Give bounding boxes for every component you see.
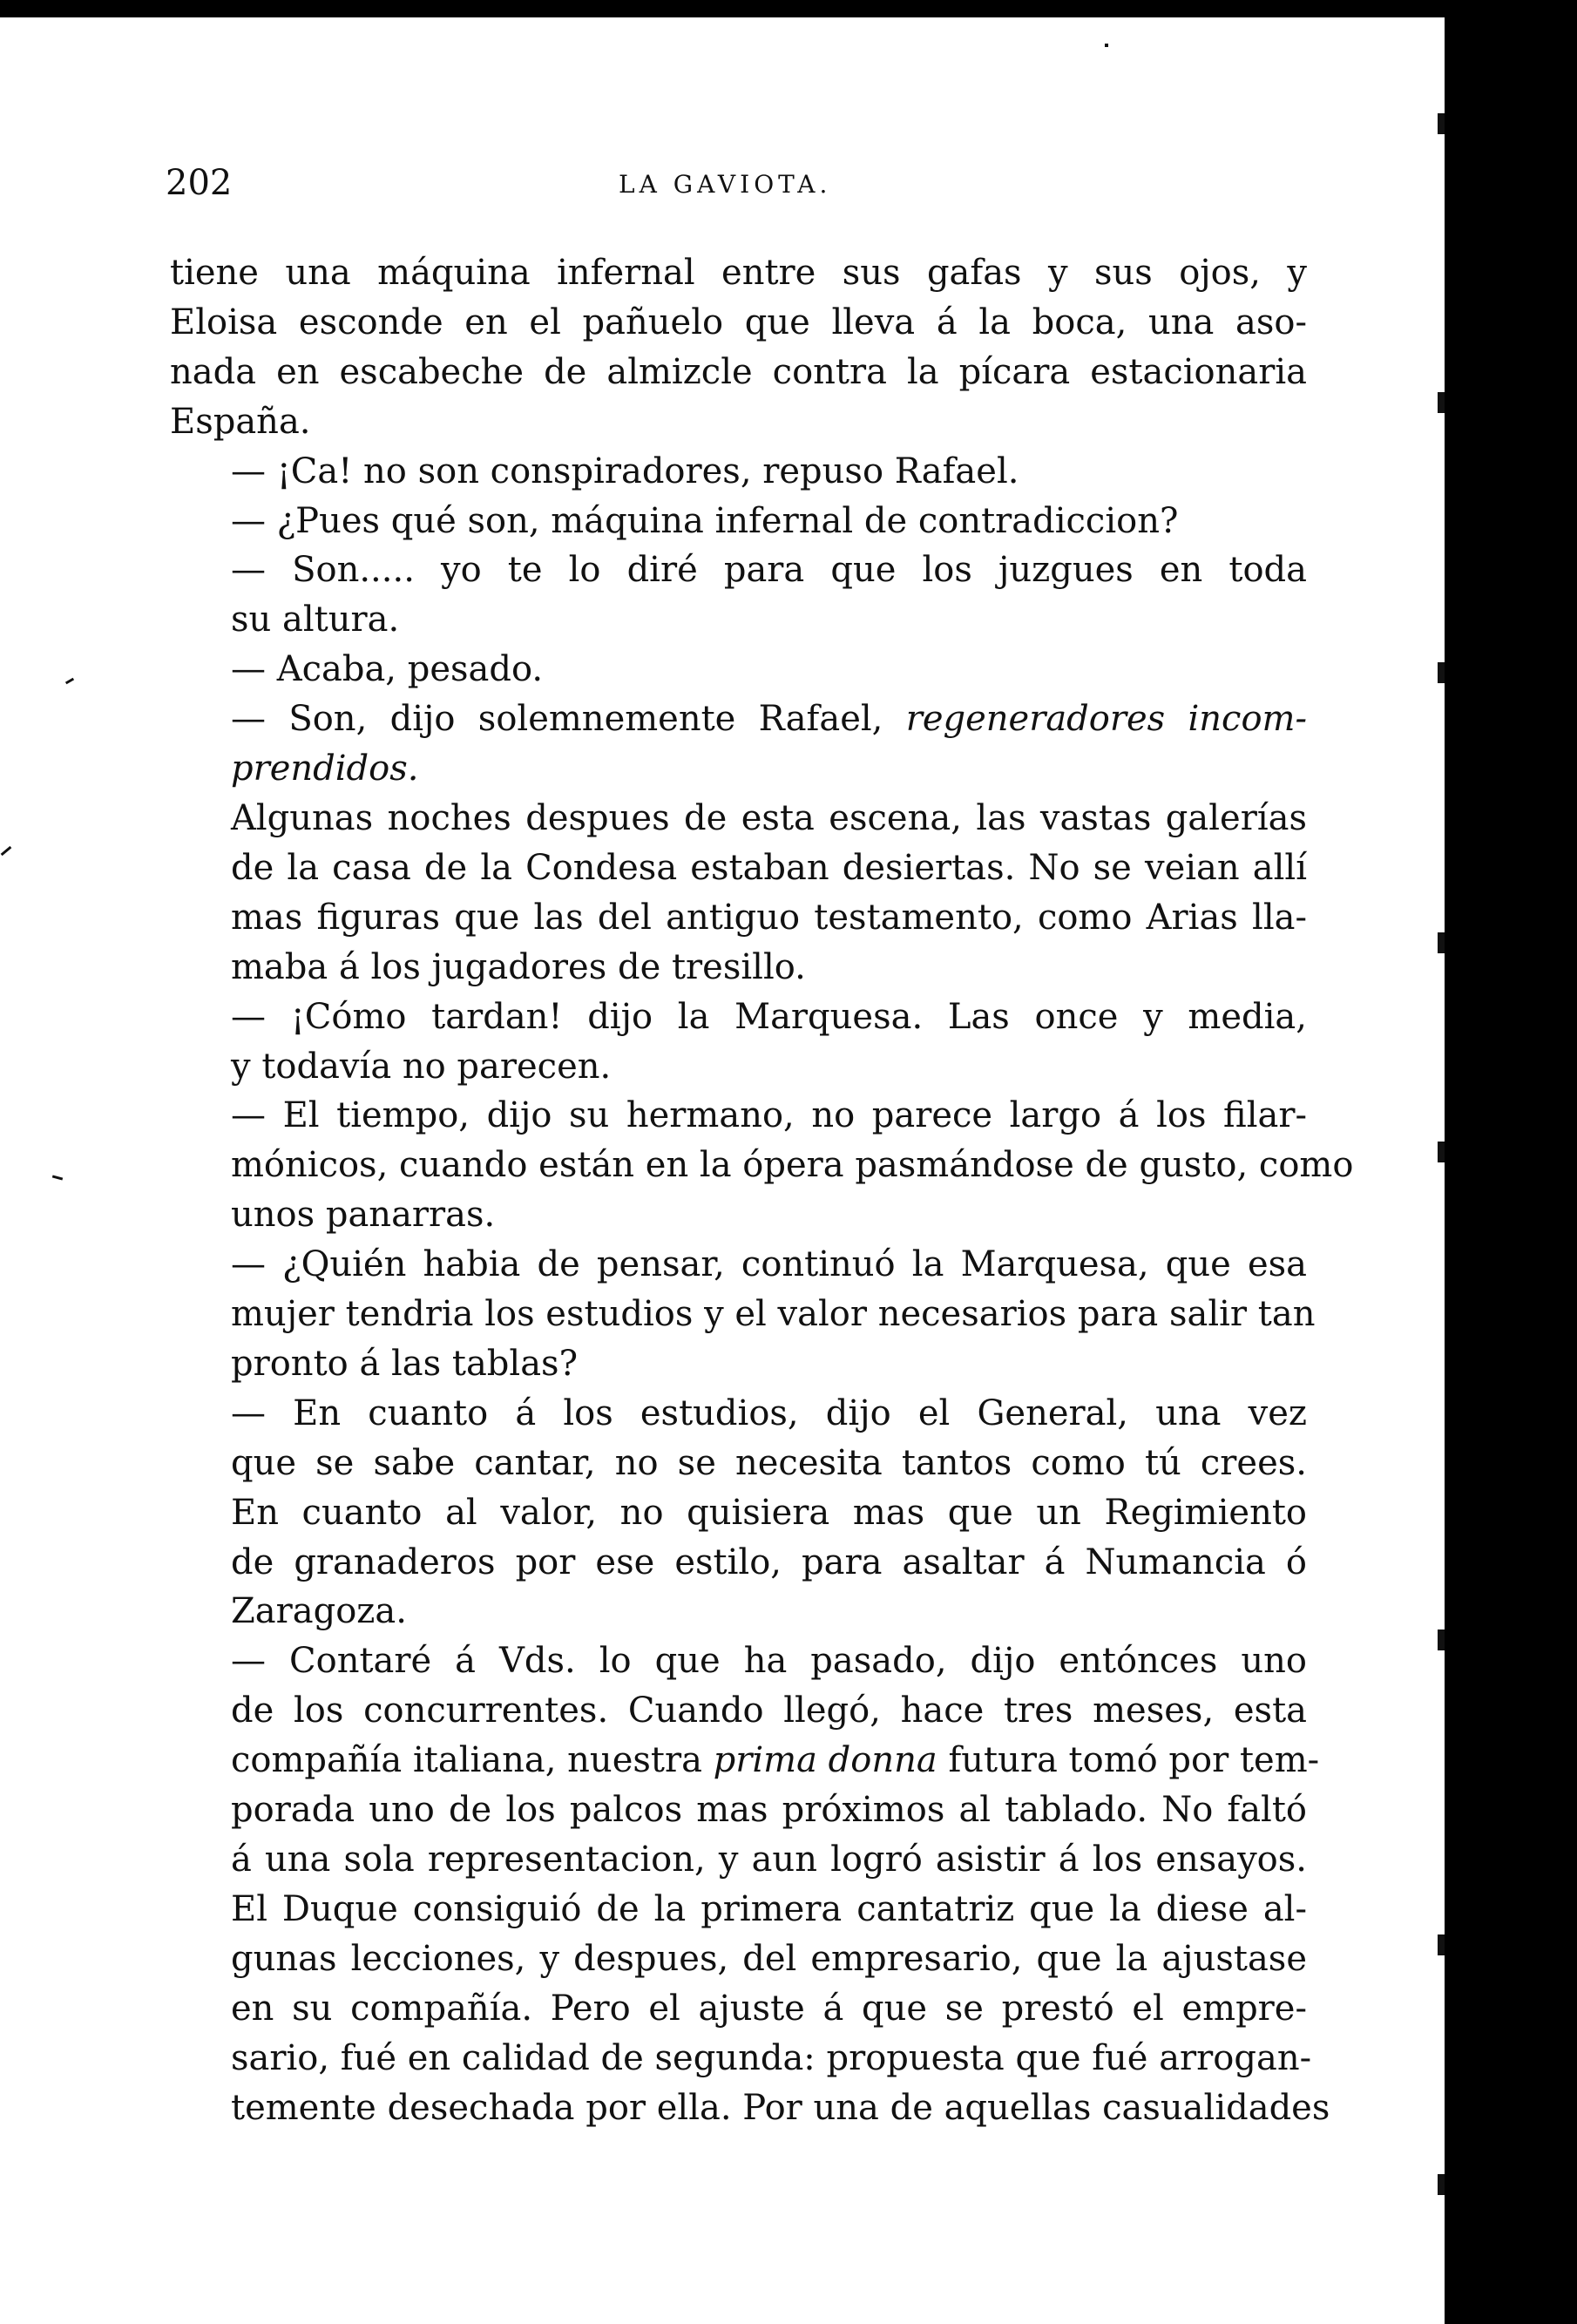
paragraph xyxy=(170,248,1307,447)
body-text xyxy=(170,248,1354,2132)
scan-speck xyxy=(1438,662,1445,683)
text-line: — ¿Pues qué son, máquina infernal de contradiccion? xyxy=(231,500,1179,541)
text-segment: futura tomó por tem- xyxy=(937,1740,1320,1781)
scan-top-border xyxy=(0,0,1577,17)
text-line: en su compañía. Pero el ajuste á que se prestó el empre- xyxy=(231,1988,1307,2029)
text-line: sario, fué en calidad de segunda: propuesta que fué arrogan- xyxy=(231,2037,1312,2078)
text-line: mas figuras que las del antiguo testamento, como Arias lla- xyxy=(231,897,1307,938)
scan-speck xyxy=(1438,932,1445,953)
text-line: á una sola representacion, y aun logró asistir á los ensayos. xyxy=(231,1840,1307,1880)
text-line: de la casa de la Condesa estaban desiertas. No se veian allí xyxy=(231,847,1307,888)
paragraph xyxy=(170,1636,1330,2132)
text-line: unos panarras. xyxy=(231,1195,496,1236)
scan-speck xyxy=(1,846,12,856)
book-title: LA GAVIOTA. xyxy=(619,170,832,199)
text-line: temente desechada por ella. Por una de aquellas casualidades xyxy=(231,2087,1330,2128)
text-line: gunas lecciones, y despues, del empresario, que la ajustase xyxy=(231,1938,1307,1979)
scan-speck xyxy=(1438,1630,1445,1650)
text-segment: — Son, dijo solemnemente Rafael, xyxy=(231,699,906,740)
paragraph xyxy=(170,645,1307,694)
text-line: Eloisa esconde en el pañuelo que lleva á la boca, una aso- xyxy=(170,302,1307,342)
text-line: porada uno de los palcos mas próximos al tablado. No faltó xyxy=(231,1790,1307,1831)
text-line: de los concurrentes. Cuando llegó, hace tres meses, esta xyxy=(231,1690,1307,1731)
text-line: — ¿Quién habia de pensar, continuó la Marquesa, que esa xyxy=(231,1244,1307,1285)
text-line: nada en escabeche de almizcle contra la pícara estacionaria xyxy=(170,351,1307,392)
scan-speck xyxy=(1105,44,1108,47)
text-line: pronto á las tablas? xyxy=(231,1343,579,1384)
book-page xyxy=(0,17,1445,2324)
running-head xyxy=(166,152,1316,205)
paragraph xyxy=(170,1389,1307,1637)
page-number: 202 xyxy=(166,163,233,203)
text-line: tiene una máquina infernal entre sus gafas y sus ojos, y xyxy=(170,253,1307,293)
scan-speck xyxy=(1438,392,1445,413)
text-line: El Duque consiguió de la primera cantatriz que la diese al- xyxy=(231,1888,1307,1929)
text-line: maba á los jugadores de tresillo. xyxy=(231,946,806,987)
text-line: — Contaré á Vds. lo que ha pasado, dijo entónces uno xyxy=(231,1641,1307,1682)
scan-speck xyxy=(52,1175,63,1180)
text-line: mónicos, cuando están en la ópera pasmándose de gusto, como xyxy=(231,1145,1354,1186)
paragraph xyxy=(170,497,1307,546)
text-line: — Acaba, pesado. xyxy=(231,649,544,690)
scan-speck xyxy=(1438,1934,1445,1955)
text-line: — En cuanto á los estudios, dijo el General, una vez xyxy=(231,1392,1307,1433)
scan-speck xyxy=(1438,2174,1445,2195)
text-line: España. xyxy=(170,401,311,442)
paragraph xyxy=(170,794,1307,993)
italic-phrase: prima donna xyxy=(713,1740,937,1781)
text-line: Zaragoza. xyxy=(231,1591,407,1632)
paragraph xyxy=(170,993,1307,1092)
paragraph xyxy=(170,447,1307,497)
text-line: — El tiempo, dijo su hermano, no parece largo á los filar- xyxy=(231,1095,1307,1136)
text-line: mujer tendria los estudios y el valor necesarios para salir tan xyxy=(231,1294,1316,1335)
text-line: En cuanto al valor, no quisiera mas que un Regimiento xyxy=(231,1492,1307,1533)
scan-speck xyxy=(65,678,74,685)
text-line: su altura. xyxy=(231,600,400,640)
italic-phrase: prendidos. xyxy=(231,749,419,789)
paragraph xyxy=(170,694,1307,794)
text-line: Algunas noches despues de esta escena, las vastas galerías xyxy=(231,797,1307,838)
paragraph xyxy=(170,1091,1354,1240)
paragraph xyxy=(170,545,1307,645)
text-line: que se sabe cantar, no se necesita tantos como tú crees. xyxy=(231,1442,1307,1483)
scan-speck xyxy=(1438,1142,1445,1162)
italic-phrase: regeneradores incom- xyxy=(905,699,1307,740)
text-line: y todavía no parecen. xyxy=(231,1046,612,1087)
scan-right-border xyxy=(1445,0,1577,2324)
text-line xyxy=(170,1736,1320,1785)
text-line: de granaderos por ese estilo, para asaltar á Numancia ó xyxy=(231,1541,1307,1582)
text-segment: compañía italiana, nuestra xyxy=(231,1740,714,1781)
text-line xyxy=(170,744,1307,794)
scan-speck xyxy=(1438,113,1445,134)
text-line: — ¡Cómo tardan! dijo la Marquesa. Las once y media, xyxy=(231,996,1307,1037)
text-line: — Son..... yo te lo diré para que los juzgues en toda xyxy=(231,550,1307,591)
text-line xyxy=(170,694,1307,744)
text-line: — ¡Ca! no son conspiradores, repuso Rafael. xyxy=(231,451,1019,491)
paragraph xyxy=(170,1240,1316,1389)
